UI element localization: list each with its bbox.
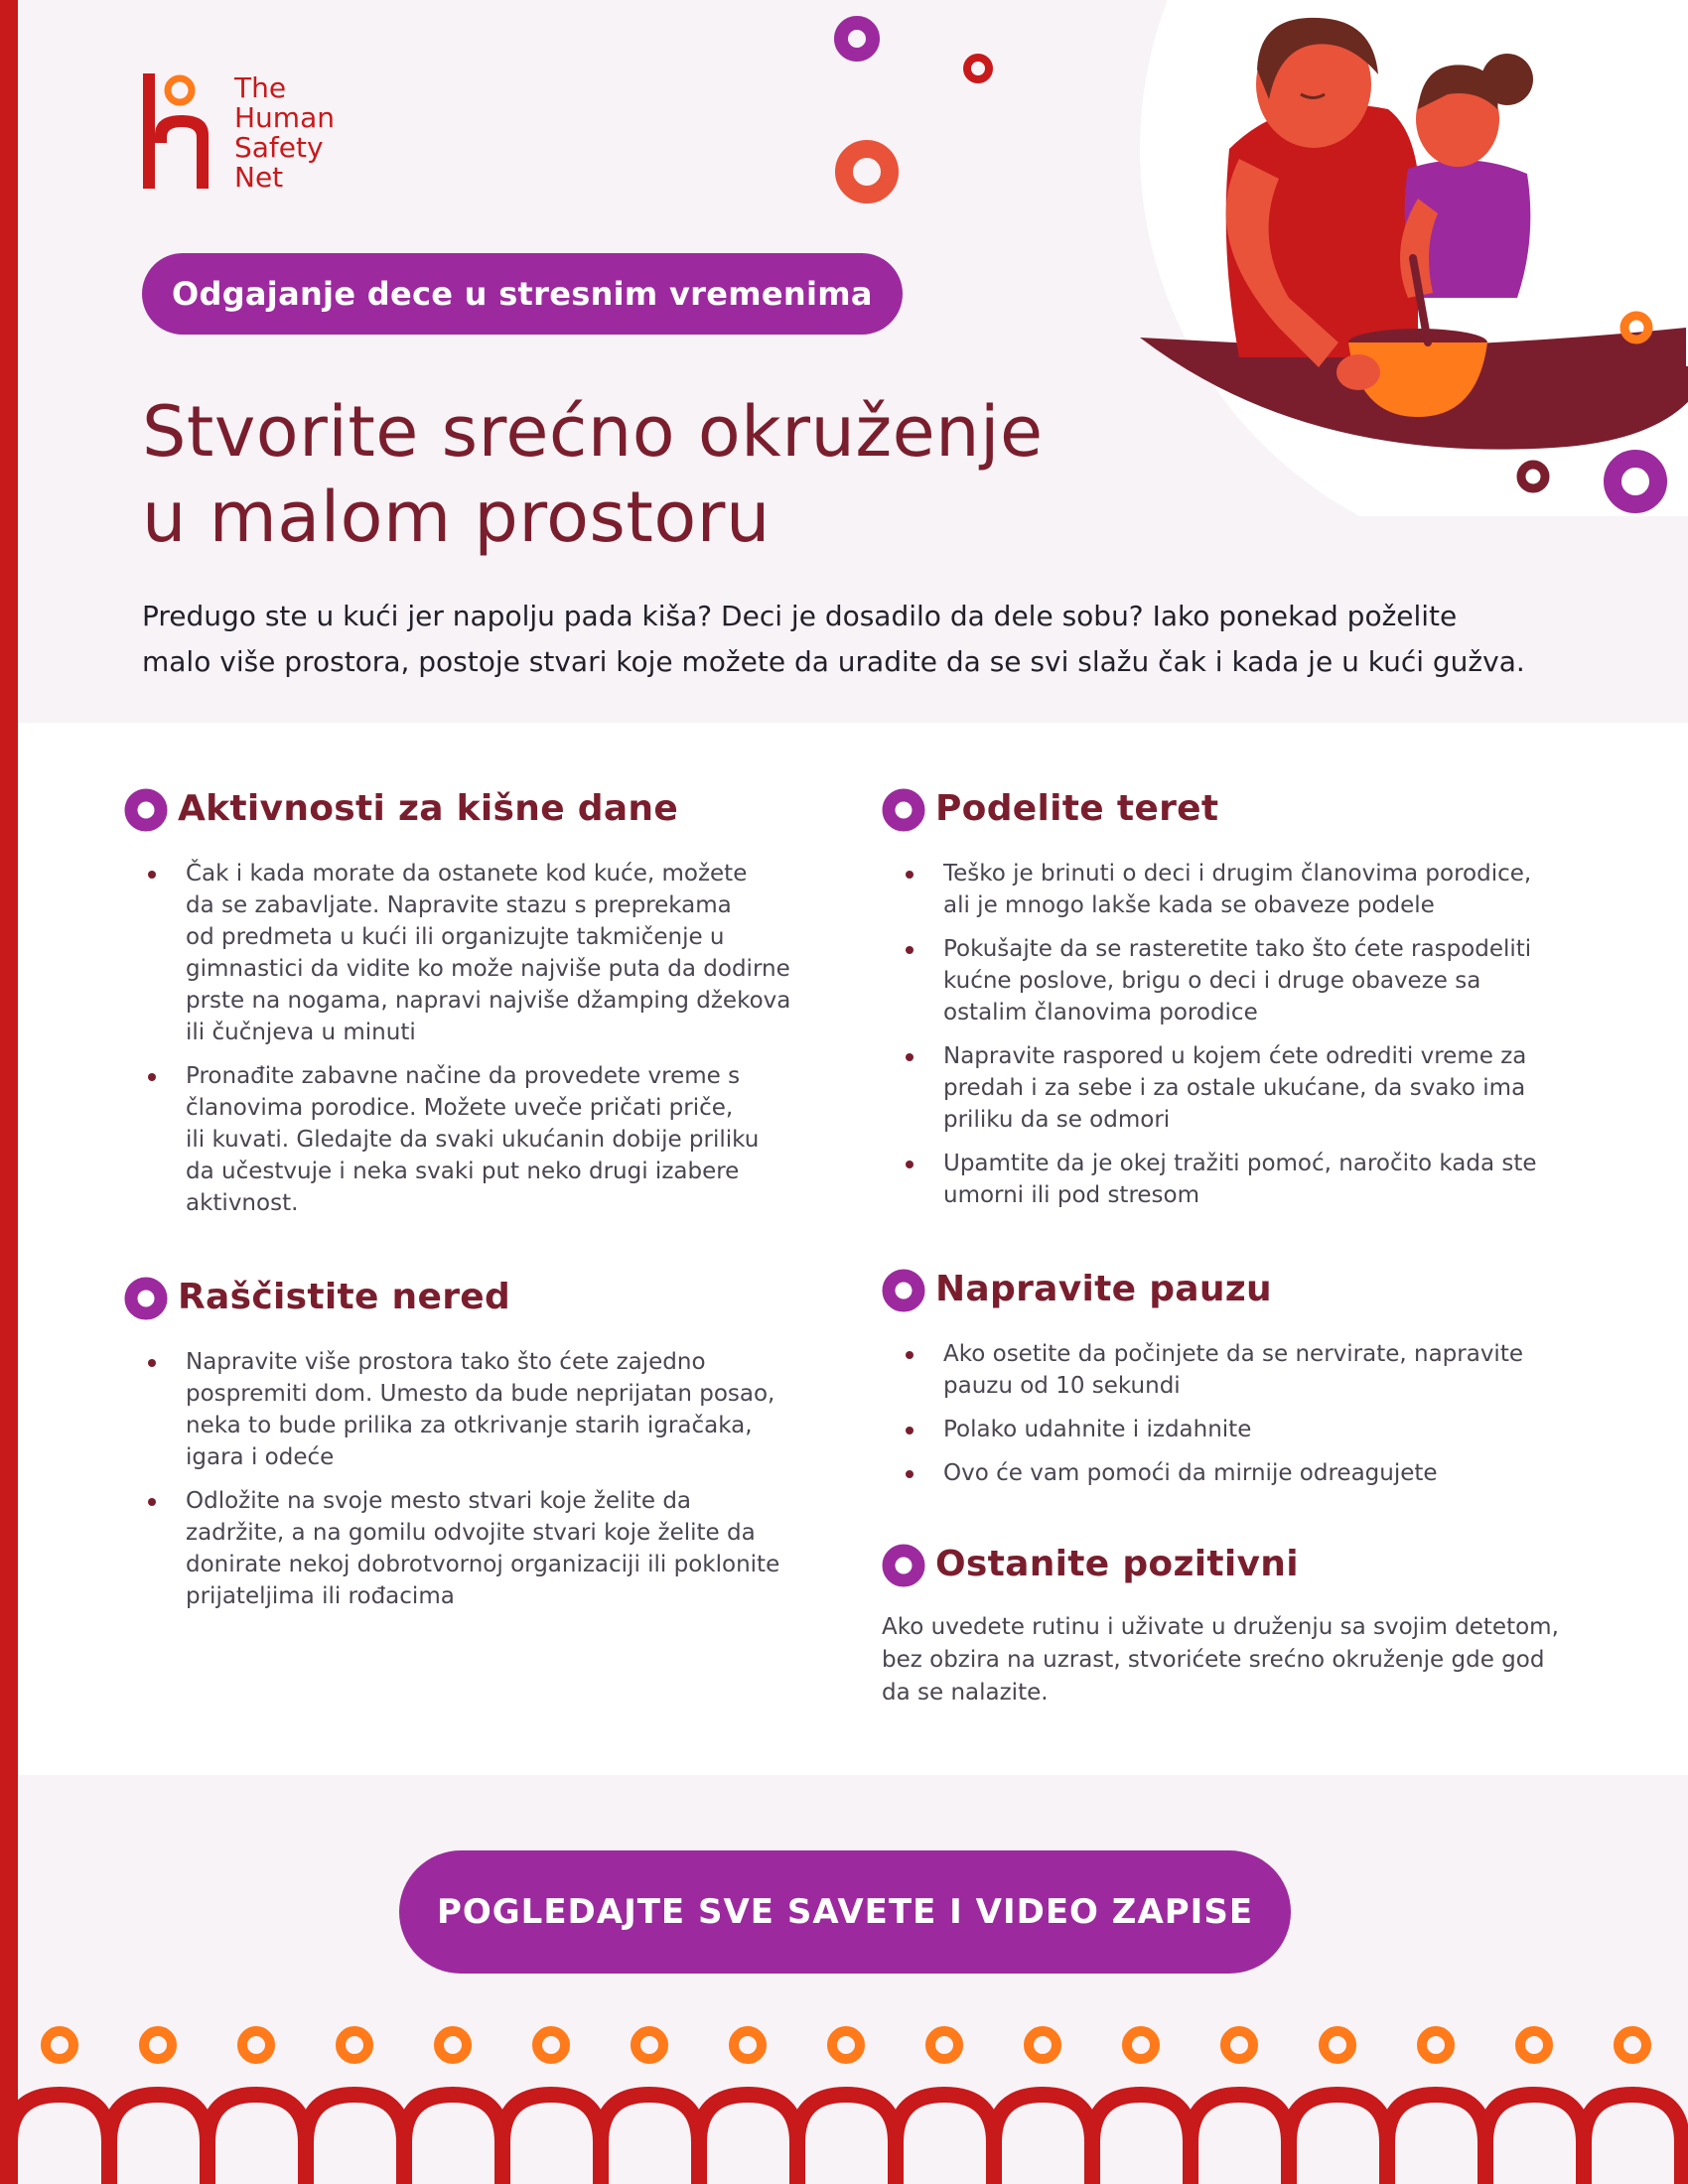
footer-arches-decoration xyxy=(18,2023,1688,2184)
text-line: Ako uvedete rutinu i uživate u druženju sa svojim detetom, xyxy=(882,1614,1559,1640)
text-line: ali je mnogo lakše kada se obaveze podele xyxy=(943,892,1435,918)
text-line: predah i za sebe i za ostale ukućane, da svako ima xyxy=(943,1075,1526,1101)
brand-name-line: Human xyxy=(234,101,335,134)
text-line: umorni ili pod stresom xyxy=(943,1182,1200,1208)
text-line: gimnastici da vidite ko može najviše puta da dodirne xyxy=(186,956,790,982)
section-title: Raščistite nered xyxy=(178,1277,511,1317)
text-line: Upamtite da je okej tražiti pomoć, naročito kada ste xyxy=(943,1151,1537,1176)
list-item xyxy=(943,1338,1577,1402)
text-line: Pokušajte da se rasteretite tako što ćete raspodeliti xyxy=(943,936,1532,962)
text-line: Odložite na svoje mesto stvari koje želite da xyxy=(186,1488,692,1514)
section-declutter xyxy=(124,1275,819,1624)
ring-decoration-icon xyxy=(832,137,902,206)
section-share-the-load xyxy=(882,786,1577,1223)
ring-decoration-icon xyxy=(1601,447,1670,516)
list-item xyxy=(943,1457,1577,1489)
hero-section xyxy=(18,0,1688,723)
text-line: bez obzira na uzrast, stvorićete srećno okruženje gde god xyxy=(882,1647,1545,1673)
intro-line: Predugo ste u kući jer napolju pada kiša? Deci je dosadilo da dele sobu? Iako ponekad poželite xyxy=(142,600,1458,632)
list-item xyxy=(186,858,819,1048)
list-item xyxy=(186,1060,819,1219)
list-item xyxy=(186,1346,819,1473)
list-item xyxy=(943,858,1577,921)
section-title: Aktivnosti za kišne dane xyxy=(178,788,679,829)
view-all-tips-button[interactable]: POGLEDAJTE SVE SAVETE I VIDEO ZAPISE xyxy=(399,1850,1291,1974)
text-line: Polako udahnite i izdahnite xyxy=(943,1417,1252,1442)
bullet-list xyxy=(882,858,1577,1211)
text-line: igara i odeće xyxy=(186,1444,335,1470)
section-paragraph xyxy=(882,1611,1577,1709)
text-line: ili kuvati. Gledajte da svaki ukućanin dobije priliku xyxy=(186,1127,760,1153)
ring-decoration-icon xyxy=(832,14,882,64)
bullet-list xyxy=(882,1338,1577,1489)
text-line: članovima porodice. Možete uveče pričati priče, xyxy=(186,1095,734,1121)
text-line: prste na nogama, napravi najviše džamping džekova xyxy=(186,988,791,1014)
bullet-ring-icon xyxy=(882,1269,925,1312)
text-line: prijateljima ili rođacima xyxy=(186,1583,455,1609)
text-line: Teško je brinuti o deci i drugim članovima porodice, xyxy=(943,861,1532,887)
ring-decoration-icon xyxy=(1618,310,1654,345)
parent-child-cooking-illustration xyxy=(1090,0,1688,516)
text-line: ili čučnjeva u minuti xyxy=(186,1020,416,1045)
ring-decoration-icon xyxy=(1515,459,1551,494)
bullet-list xyxy=(124,858,819,1219)
cta-section xyxy=(18,1775,1688,2184)
bullet-ring-icon xyxy=(882,788,925,832)
text-line: Napravite više prostora tako što ćete zajedno xyxy=(186,1349,706,1375)
title-line: Stvorite srećno okruženje xyxy=(142,391,1044,473)
brand-logo xyxy=(137,69,375,199)
intro-line: malo više prostora, postoje stvari koje možete da uradite da se svi slažu čak i kada je u kući gužva. xyxy=(142,645,1525,678)
intro-paragraph xyxy=(142,594,1631,685)
text-line: Ako osetite da počinjete da se nervirate, napravite xyxy=(943,1341,1523,1367)
text-line: Čak i kada morate da ostanete kod kuće, možete xyxy=(186,861,748,887)
list-item xyxy=(943,1040,1577,1136)
section-take-a-pause xyxy=(882,1267,1577,1501)
text-line: priliku da se odmori xyxy=(943,1107,1171,1133)
text-line: od predmeta u kući ili organizujte takmičenje u xyxy=(186,924,725,950)
text-line: pauzu od 10 sekundi xyxy=(943,1373,1181,1399)
bullet-ring-icon xyxy=(124,788,168,832)
text-line: kućne poslove, brigu o deci i druge obaveze sa xyxy=(943,968,1481,994)
section-stay-positive xyxy=(882,1542,1577,1709)
page-title xyxy=(142,389,1135,560)
brand-name xyxy=(234,73,335,193)
text-line: donirate nekoj dobrotvornoj organizaciji ili poklonite xyxy=(186,1552,780,1577)
list-item xyxy=(943,1148,1577,1211)
text-line: zadržite, a na gomilu odvojite stvari koje želite da xyxy=(186,1520,756,1546)
list-item xyxy=(943,933,1577,1028)
section-title: Ostanite pozitivni xyxy=(935,1544,1299,1584)
section-rainy-day-activities xyxy=(124,786,819,1231)
text-line: Napravite raspored u kojem ćete odrediti vreme za xyxy=(943,1043,1527,1069)
bullet-ring-icon xyxy=(124,1277,168,1320)
text-line: neka to bude prilika za otkrivanje starih igračaka, xyxy=(186,1413,753,1438)
section-title: Podelite teret xyxy=(935,788,1219,829)
text-line: aktivnost. xyxy=(186,1190,299,1216)
brand-name-line: The xyxy=(234,71,287,104)
brand-name-line: Safety xyxy=(234,131,324,164)
text-line: pospremiti dom. Umesto da bude neprijatan posao, xyxy=(186,1381,775,1407)
text-line: da se nalazite. xyxy=(882,1680,1049,1706)
text-line: da se zabavljate. Napravite stazu s preprekama xyxy=(186,892,732,918)
ring-decoration-icon xyxy=(961,52,995,85)
left-accent-bar xyxy=(0,0,18,2184)
section-title: Napravite pauzu xyxy=(935,1269,1272,1309)
list-item xyxy=(186,1485,819,1612)
bullet-list xyxy=(124,1346,819,1612)
human-safety-net-logo-icon xyxy=(137,73,222,191)
brand-name-line: Net xyxy=(234,161,284,194)
title-line: u malom prostoru xyxy=(142,477,771,558)
text-line: ostalim članovima porodice xyxy=(943,1000,1258,1025)
list-item xyxy=(943,1414,1577,1445)
topic-tag: Odgajanje dece u stresnim vremenima xyxy=(142,253,903,335)
bullet-ring-icon xyxy=(882,1544,925,1587)
text-line: Ovo će vam pomoći da mirnije odreagujete xyxy=(943,1460,1438,1486)
text-line: Pronađite zabavne načine da provedete vreme s xyxy=(186,1063,741,1089)
text-line: da učestvuje i neka svaki put neko drugi izabere xyxy=(186,1159,740,1184)
